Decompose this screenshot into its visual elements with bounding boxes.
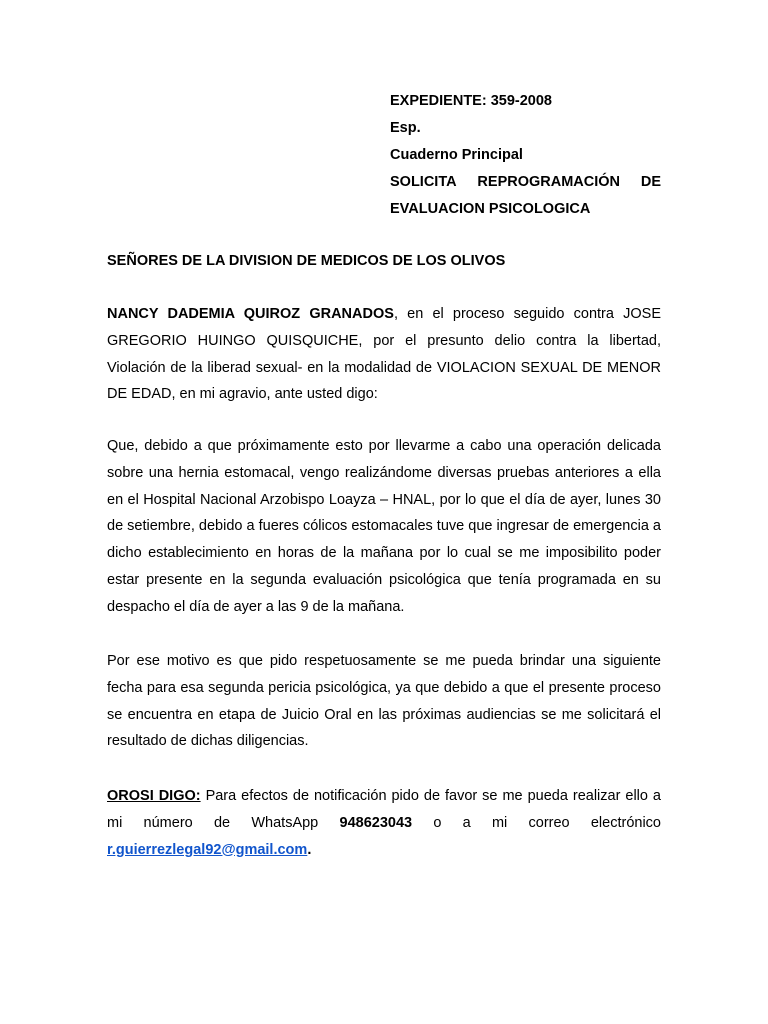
case-number: EXPEDIENTE: 359-2008: [390, 93, 552, 109]
intro-paragraph: [107, 301, 661, 408]
case-specialist: Esp.: [390, 120, 421, 136]
email-link[interactable]: r.guierrezlegal92@gmail.com: [107, 841, 308, 858]
intro-text: , en el proceso seguido contra JOSE GREGORIO HUINGO QUISQUICHE, por el presunto delio contra la libertad, Violación de la liberad sexual- en la modalidad de VIOLACION SEXUAL DE MENOR DE EDAD, en mi agravio, ante usted digo:: [107, 306, 661, 403]
request-word: DE: [640, 174, 661, 190]
otrosi-text-before: Para efectos de notificación pido de favor se me pueda realizar ello a mi número de WhatsApp: [107, 788, 661, 831]
petitioner-name: NANCY DADEMIA QUIROZ GRANADOS: [107, 306, 394, 322]
request-word: REPROGRAMACIÓN: [477, 174, 621, 190]
otrosi-end: .: [307, 841, 312, 858]
request-title-line-2: EVALUACION PSICOLOGICA: [390, 201, 591, 217]
case-notebook: Cuaderno Principal: [390, 147, 523, 163]
otrosi-text-middle: o a mi correo electrónico: [412, 814, 661, 831]
request-word: SOLICITA: [390, 174, 457, 190]
whatsapp-number: 948623043: [339, 814, 413, 831]
addressee: SEÑORES DE LA DIVISION DE MEDICOS DE LOS OLIVOS: [107, 253, 506, 269]
otrosi-label: OROSI DIGO:: [107, 788, 201, 804]
request-paragraph: Por ese motivo es que pido respetuosamente se me pueda brindar una siguiente fecha para esa segunda pericia psicológica, ya que debido a que el presente proceso se encuentra en etapa de Juicio Oral en las próximas audiencias se me solicitará el resultado de dichas diligencias.: [107, 653, 661, 750]
otrosi-paragraph: [107, 783, 661, 863]
reason-paragraph: Que, debido a que próximamente esto por llevarme a cabo una operación delicada sobre una hernia estomacal, vengo realizándome diversas pruebas anteriores a ella en el Hospital Nacional Arzobispo Loayza – HNAL, por lo que el día de ayer, lunes 30 de setiembre, debido a fueres cólicos estomacales tuve que ingresar de emergencia a dicho establecimiento en horas de la mañana por lo cual se me imposibilito poder estar presente en la segunda evaluación psicológica que tenía programada en su despacho el día de ayer a las 9 de la mañana.: [107, 438, 661, 615]
request-title-line-1: [390, 169, 661, 196]
case-header: [390, 88, 661, 223]
